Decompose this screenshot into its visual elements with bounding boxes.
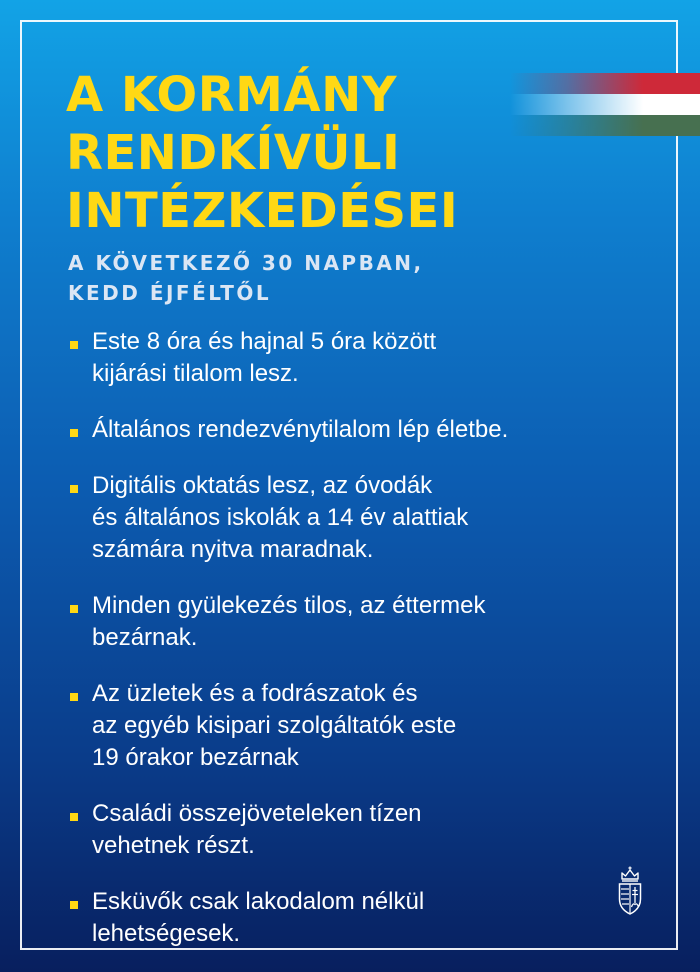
bullet-icon bbox=[70, 605, 78, 613]
measure-item bbox=[70, 414, 630, 446]
bullet-icon bbox=[70, 693, 78, 701]
flag-stripe-white bbox=[510, 94, 700, 115]
measure-item bbox=[70, 798, 630, 862]
measure-item bbox=[70, 678, 630, 774]
measure-text: és általános iskolák a 14 év alattiak bbox=[92, 504, 469, 531]
measure-text: 19 órakor bezárnak bbox=[92, 744, 299, 771]
poster-title bbox=[66, 66, 458, 240]
measure-item bbox=[70, 886, 630, 950]
poster-subtitle bbox=[68, 248, 424, 308]
measure-text: Általános rendezvénytilalom lép életbe. bbox=[92, 416, 509, 443]
measure-item bbox=[70, 590, 630, 654]
measure-text: bezárnak. bbox=[92, 624, 198, 651]
measure-text: Az üzletek és a fodrászatok és bbox=[92, 680, 418, 707]
measure-item bbox=[70, 326, 630, 390]
measure-text: kijárási tilalom lesz. bbox=[92, 360, 299, 387]
subtitle-line: A KÖVETKEZŐ 30 NAPBAN, bbox=[68, 251, 424, 275]
measure-text: Digitális oktatás lesz, az óvodák bbox=[92, 472, 433, 499]
measure-text: lehetségesek. bbox=[92, 920, 241, 947]
flag-stripe-red bbox=[510, 73, 700, 94]
coat-of-arms-icon bbox=[617, 866, 643, 916]
measure-text: Minden gyülekezés tilos, az éttermek bbox=[92, 592, 486, 619]
measure-text: vehetnek részt. bbox=[92, 832, 255, 859]
hungarian-flag-icon bbox=[510, 73, 700, 136]
title-line: A KORMÁNY bbox=[66, 67, 398, 123]
measure-text: Este 8 óra és hajnal 5 óra között bbox=[92, 328, 437, 355]
bullet-icon bbox=[70, 813, 78, 821]
subtitle-line: KEDD ÉJFÉLTŐL bbox=[68, 281, 272, 305]
bullet-icon bbox=[70, 429, 78, 437]
measure-text: az egyéb kisipari szolgáltatók este bbox=[92, 712, 457, 739]
measure-text: Családi összejöveteleken tízen bbox=[92, 800, 422, 827]
title-line: RENDKÍVÜLI bbox=[66, 125, 401, 181]
measure-text: számára nyitva maradnak. bbox=[92, 536, 374, 563]
measure-text: Esküvők csak lakodalom nélkül bbox=[92, 888, 425, 915]
bullet-icon bbox=[70, 485, 78, 493]
bullet-icon bbox=[70, 901, 78, 909]
flag-stripe-green bbox=[510, 115, 700, 136]
measure-item bbox=[70, 470, 630, 566]
title-line: INTÉZKEDÉSEI bbox=[66, 183, 459, 239]
bullet-icon bbox=[70, 341, 78, 349]
measures-list bbox=[70, 326, 630, 972]
